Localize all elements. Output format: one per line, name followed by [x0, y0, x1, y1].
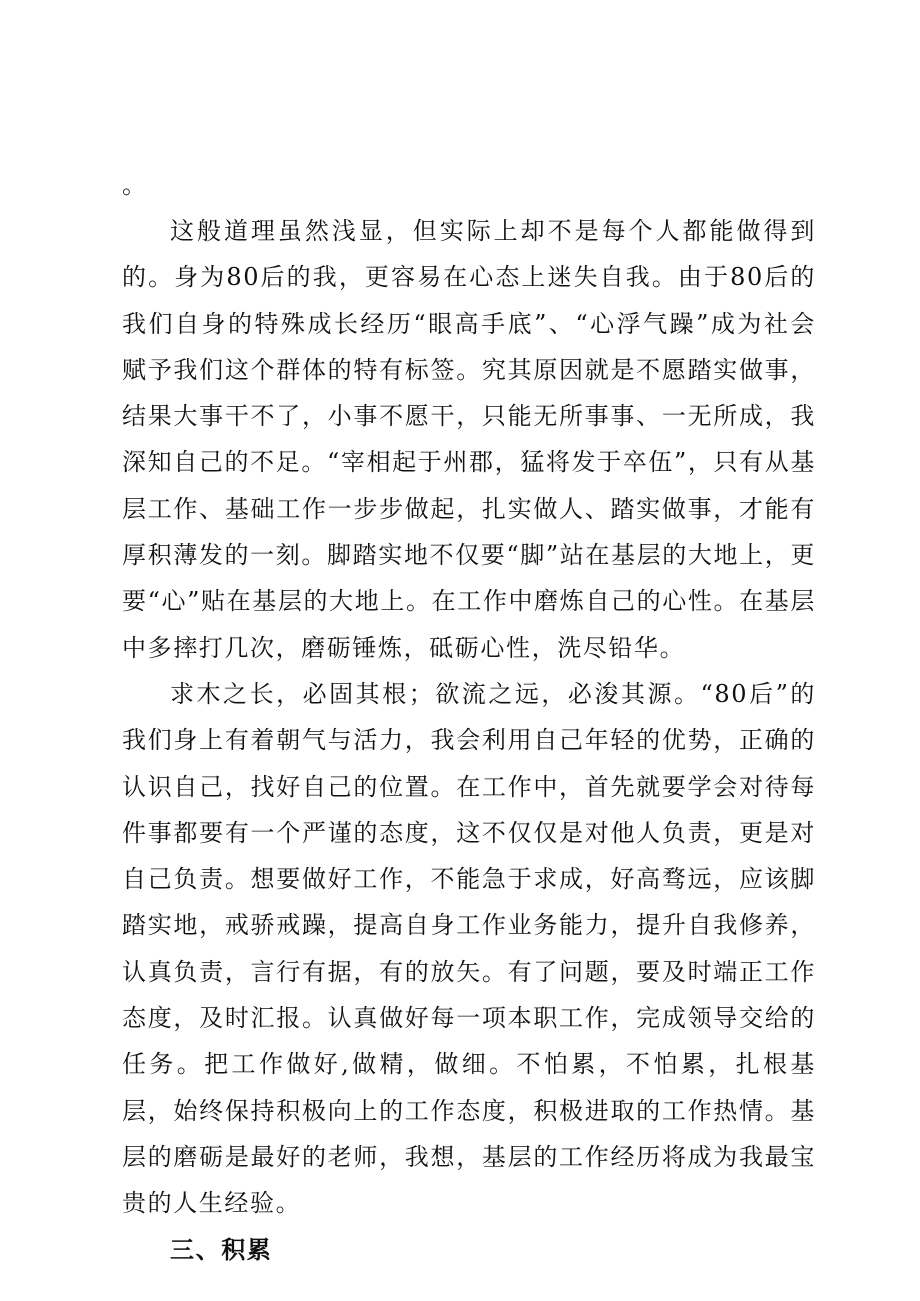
paragraph-grassroots-mindset: 这般道理虽然浅显，但实际上却不是每个人都能做得到的。身为80后的我，更容易在心态上迷失自我。由于80后的我们自身的特殊成长经历“眼高手底”、“心浮气躁”成为社会赋予我们这个群体的特有标签。究其原因就是不愿踏实做事，结果大事干不了，小事不愿干，只能无所事事、一无所成，我深知自己的不足。“宰相起于州郡，猛将发于卒伍”，只有从基层工作、基础工作一步步做起，扎实做人、踏实做事，才能有厚积薄发的一刻。脚踏实地不仅要“脚”站在基层的大地上，更要“心”贴在基层的大地上。在工作中磨炼自己的心性。在基层中多摔打几次，磨砺锤炼，砥砺心性，洗尽铅华。: [122, 217, 816, 662]
paragraph-work-attitude: 求木之长，必固其根；欲流之远，必浚其源。“80后”的我们身上有着朝气与活力，我会利用自己年轻的优势，正确的认识自己，找好自己的位置。在工作中，首先就要学会对待每件事都要有一个严谨的态度，这不仅仅是对他人负责，更是对自己负责。想要做好工作，不能急于求成，好高骛远，应该脚踏实地，戒骄戒躁，提高自身工作业务能力，提升自我修养，认真负责，言行有据，有的放矢。有了问题，要及时端正工作态度，及时汇报。认真做好每一项本职工作，完成领导交给的任务。把工作做好,做精，做细。不怕累，不怕累，扎根基层，始终保持积极向上的工作态度，积极进取的工作热情。基层的磨砺是最好的老师，我想，基层的工作经历将成为我最宝贵的人生经验。: [122, 679, 816, 1218]
leading-punctuation: 。: [122, 171, 146, 199]
section-heading: 三、积累: [170, 1235, 273, 1264]
document-body: [122, 162, 816, 1273]
